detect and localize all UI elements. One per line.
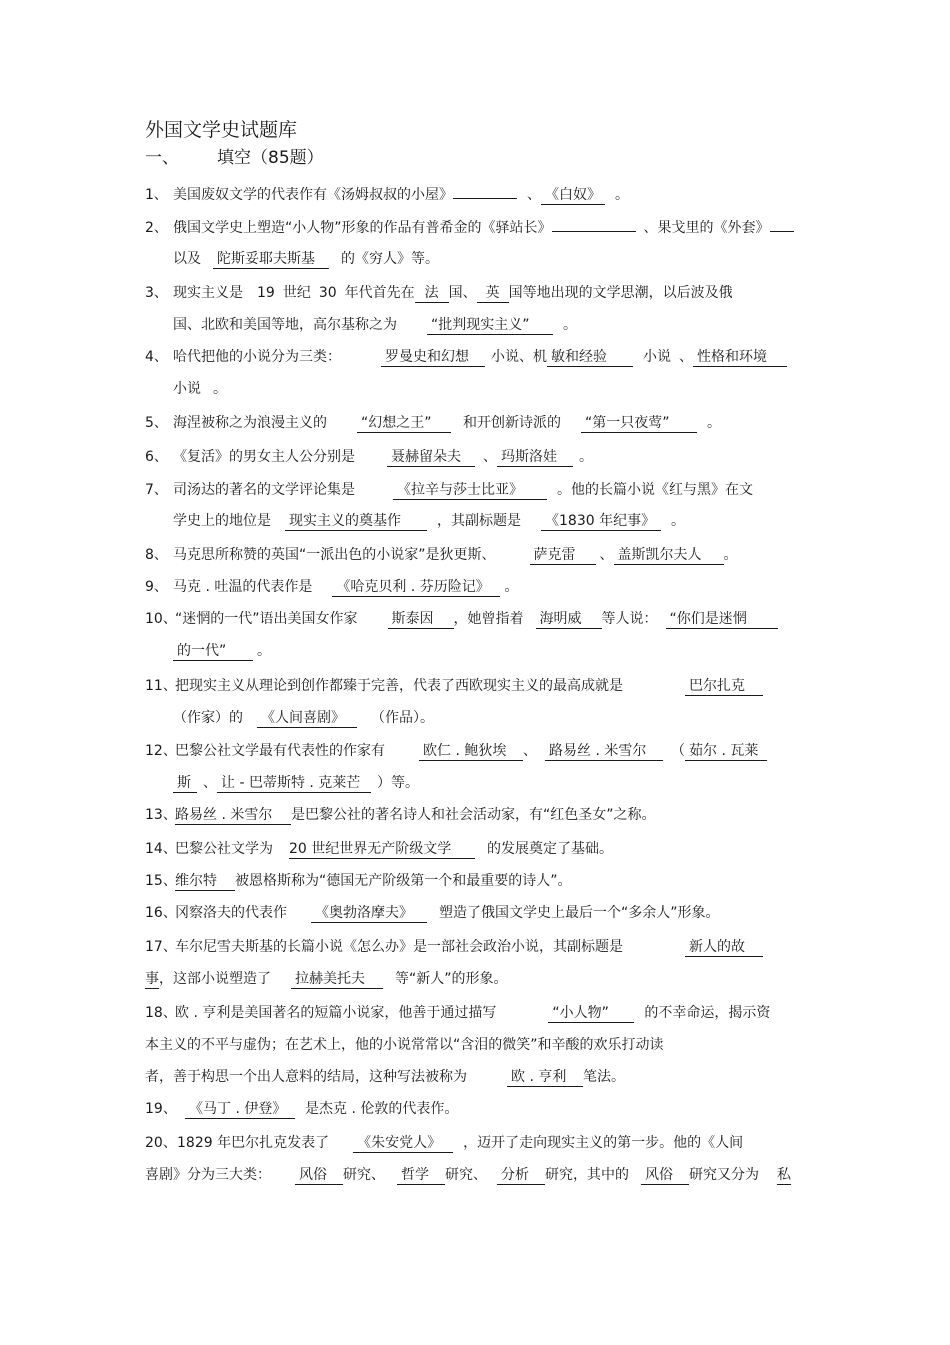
answer-blank <box>770 231 794 232</box>
answer-blank: 私 <box>777 1167 791 1183</box>
answer-blank: 斯泰因 <box>388 611 454 629</box>
answer-blank: 茹尔 . 瓦莱 <box>685 743 767 761</box>
question-1: 1、 美国废奴文学的代表作有《汤姆叔叔的小屋》 、 《白奴》 。 <box>145 187 629 203</box>
answer-blank: 陀斯妥耶夫斯基 <box>213 251 329 269</box>
answer-blank: 风俗 <box>295 1167 343 1185</box>
question-10-cont: 的一代” 。 <box>173 641 271 661</box>
section-title: 填空（85题） <box>217 148 324 168</box>
question-17-cont: 事，这部小说塑造了 拉赫美托夫 等“新人”的形象。 <box>145 971 508 987</box>
question-13: 13、路易丝 . 米雪尔 是巴黎公社的著名诗人和社会活动家，有“红色圣女”之称。 <box>145 807 656 823</box>
answer-blank: “批判现实主义” <box>427 317 553 335</box>
answer-blank: 《1830 年纪事》 <box>541 513 661 531</box>
answer-blank: 欧仁 . 鲍狄埃 <box>419 743 523 761</box>
question-6: 6、 《复活》的男女主人公分别是 聂赫留朵夫 、 玛斯洛娃 。 <box>145 449 593 465</box>
question-15: 15、维尔特 被恩格斯称为“德国无产阶级第一个和最重要的诗人”。 <box>145 873 572 889</box>
question-5: 5、 海涅被称之为浪漫主义的 “幻想之王” 和开创新诗派的 “第一只夜莺” 。 <box>145 415 721 431</box>
answer-blank: 《马丁 . 伊登》 <box>185 1101 295 1119</box>
answer-blank: 《人间喜剧》 <box>257 710 357 728</box>
answer-blank: 巴尔扎克 <box>685 678 763 696</box>
section-heading <box>145 146 324 170</box>
question-18-cont-2: 者，善于构思一个出人意料的结局，这种写法被称为 欧 . 亨利 笔法。 <box>145 1069 625 1085</box>
question-18: 18、欧 . 亨利是美国著名的短篇小说家，他善于通过描写 “小人物” 的不幸命运，揭示资 <box>145 1005 771 1021</box>
answer-blank: 法 <box>415 285 449 303</box>
section-number: 一、 <box>145 148 179 168</box>
answer-blank: 《哈克贝利 . 芬历险记》 <box>332 579 500 597</box>
answer-blank: 英 <box>477 285 509 303</box>
question-7-cont: 学史上的地位是 现实主义的奠基作 ，其副标题是 《1830 年纪事》 。 <box>173 513 685 529</box>
answer-blank: 敏和经验 <box>547 349 633 367</box>
answer-blank: 《白奴》 <box>541 187 605 205</box>
question-18-cont-1: 本主义的不平与虚伪；在艺术上，他的小说常常以“含泪的微笑”和辛酸的欢乐打动读 <box>145 1037 664 1053</box>
answer-blank: 维尔特 <box>175 873 235 891</box>
answer-blank: 路易丝 . 米雪尔 <box>175 807 291 825</box>
answer-blank: 斯 <box>173 775 197 793</box>
answer-blank: 路易丝 . 米雪尔 <box>545 743 663 761</box>
question-16: 16、冈察洛夫的代表作 《奥勃洛摩夫》 塑造了俄国文学史上最后一个“多余人”形象。 <box>145 905 720 921</box>
question-4-cont: 小说 。 <box>173 381 227 397</box>
document-title: 外国文学史试题库 <box>145 119 298 141</box>
answer-blank: “小人物” <box>548 1005 634 1023</box>
answer-blank: 性格和环境 <box>693 349 787 367</box>
question-12: 12、巴黎公社文学最有代表性的作家有 欧仁 . 鲍狄埃 、 路易丝 . 米雪尔 （ 茹尔 . 瓦莱 <box>145 741 767 761</box>
answer-blank: 欧 . 亨利 <box>507 1069 583 1087</box>
answer-blank: 分析 <box>497 1167 545 1185</box>
question-2: 2、 俄国文学史上塑造“小人物”形象的作品有普希金的《驿站长》 、果戈里的《外套》 <box>145 218 794 238</box>
question-11: 11、把现实主义从理论到创作都臻于完善，代表了西欧现实主义的最高成就是 巴尔扎克 <box>145 676 763 696</box>
answer-blank: “第一只夜莺” <box>581 415 697 433</box>
answer-blank: 20 世纪世界无产阶级文学 <box>289 841 475 859</box>
question-9: 9、 马克 . 吐温的代表作是 《哈克贝利 . 芬历险记》 。 <box>145 579 519 595</box>
question-4: 4、 哈代把他的小说分为三类： 罗曼史和幻想 小说、机 敏和经验 小说 、 性格和环境 <box>145 347 787 367</box>
answer-blank: 萨克雷 <box>530 547 596 565</box>
question-19: 19、 《马丁 . 伊登》 是杰克 . 伦敦的代表作。 <box>145 1101 459 1117</box>
answer-blank: 让 - 巴蒂斯特 . 克莱芒 <box>217 775 371 793</box>
question-2-cont: 以及 陀斯妥耶夫斯基 的《穷人》等。 <box>173 251 439 267</box>
answer-blank: 哲学 <box>397 1167 445 1185</box>
question-3: 3、 现实主义是 19 世纪 30 年代首先在 法 国、 英 国等地出现的文学思潮，以后波及俄 <box>145 285 733 301</box>
answer-blank <box>453 198 517 199</box>
question-20-cont: 喜剧》分为三大类： 风俗 研究、 哲学 研究、 分析 研究，其中的 风俗 研究又分为 私 <box>145 1167 791 1183</box>
question-17: 17、车尔尼雪夫斯基的长篇小说《怎么办》是一部社会政治小说，其副标题是 新人的故 <box>145 937 763 957</box>
question-7: 7、 司汤达的著名的文学评论集是 《拉辛与莎士比亚》 。他的长篇小说《红与黑》在文 <box>145 482 753 498</box>
answer-blank: 《朱安党人》 <box>353 1135 453 1153</box>
answer-blank: 事 <box>145 971 159 987</box>
answer-blank: “你们是迷惘 <box>666 611 778 629</box>
answer-blank: 聂赫留朵夫 <box>387 449 475 467</box>
answer-blank: 的一代” <box>173 643 253 661</box>
answer-blank: 《奥勃洛摩夫》 <box>311 905 427 923</box>
answer-blank: 罗曼史和幻想 <box>381 349 485 367</box>
answer-blank: 拉赫美托夫 <box>291 971 383 989</box>
question-11-cont: （作家）的 《人间喜剧》 （作品）。 <box>173 710 434 726</box>
question-3-cont: 国、北欧和美国等地，高尔基称之为 “批判现实主义” 。 <box>173 317 577 333</box>
answer-blank: 海明威 <box>536 611 602 629</box>
question-20: 20、1829 年巴尔扎克发表了 《朱安党人》 ，迈开了走向现实主义的第一步。他的《人间 <box>145 1135 744 1151</box>
question-14: 14、巴黎公社文学为 20 世纪世界无产阶级文学 的发展奠定了基础。 <box>145 841 613 857</box>
question-10: 10、“迷惘的一代”语出美国女作家 斯泰因 ，她曾指着 海明威 等人说： “你们是迷惘 <box>145 609 778 629</box>
answer-blank: 玛斯洛娃 <box>497 449 573 467</box>
answer-blank: “幻想之王” <box>357 415 451 433</box>
answer-blank: 《拉辛与莎士比亚》 <box>393 482 547 500</box>
answer-blank: 现实主义的奠基作 <box>285 513 427 531</box>
answer-blank: 风俗 <box>641 1167 689 1185</box>
answer-blank <box>552 231 636 232</box>
answer-blank: 新人的故 <box>685 939 763 957</box>
answer-blank: 盖斯凯尔夫人 <box>614 547 724 565</box>
question-8: 8、 马克思所称赞的英国“一派出色的小说家”是狄更斯、 萨克雷 、 盖斯凯尔夫人 。 <box>145 547 738 563</box>
question-12-cont: 斯 、 让 - 巴蒂斯特 . 克莱芒 ）等。 <box>173 773 419 793</box>
